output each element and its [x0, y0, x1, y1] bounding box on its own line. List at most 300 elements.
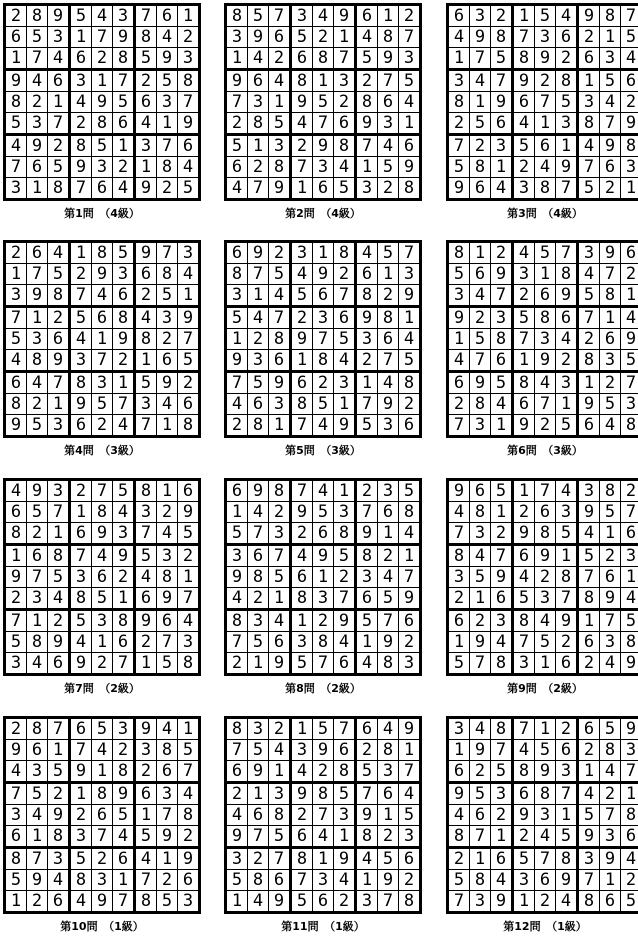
- sudoku-cell: 6: [453, 372, 465, 393]
- sudoku-cell: 7: [10, 307, 22, 328]
- sudoku-cell: 3: [604, 825, 616, 846]
- sudoku-cell: 6: [273, 631, 285, 652]
- sudoku-cell: 7: [604, 804, 616, 825]
- sudoku-cell: 8: [453, 91, 465, 112]
- sudoku-cell: 7: [10, 156, 22, 177]
- sudoku-cell: 3: [96, 372, 108, 393]
- sudoku-cell: 1: [231, 47, 243, 68]
- sudoku-cell: 2: [518, 501, 530, 522]
- sudoku-cell: 7: [231, 631, 243, 652]
- sudoku-cell: 8: [539, 307, 551, 328]
- sudoku-cell: 6: [75, 414, 87, 435]
- sudoku-cell: 7: [474, 652, 486, 673]
- sudoku-cell: 6: [453, 5, 465, 26]
- sudoku-cell: 8: [296, 587, 308, 608]
- sudoku-cell: 7: [140, 5, 152, 26]
- sudoku-cell: 3: [161, 783, 173, 804]
- sudoku-cell: 4: [161, 522, 173, 543]
- sudoku-cell: 6: [338, 652, 350, 673]
- sudoku-cell: 8: [161, 156, 173, 177]
- sudoku-cell: 2: [10, 587, 22, 608]
- puzzle-caption: 第10問 （1級）: [60, 920, 144, 933]
- sudoku-cell: 3: [96, 869, 108, 890]
- sudoku-cell: 9: [252, 480, 264, 501]
- sudoku-cell: 9: [231, 349, 243, 370]
- sudoku-cell: 6: [604, 890, 616, 911]
- sudoku-cell: 1: [403, 307, 415, 328]
- sudoku-cell: 7: [583, 869, 595, 890]
- sudoku-cell: 7: [182, 587, 194, 608]
- sudoku-cell: 5: [161, 652, 173, 673]
- sudoku-cell: 3: [338, 804, 350, 825]
- sudoku-cell: 6: [31, 739, 43, 760]
- sudoku-cell: 3: [231, 848, 243, 869]
- sudoku-cell: 6: [518, 545, 530, 566]
- sudoku-cell: 5: [518, 307, 530, 328]
- sudoku-cell: 4: [583, 522, 595, 543]
- sudoku-cell: 4: [453, 804, 465, 825]
- sudoku-cell: 3: [518, 652, 530, 673]
- sudoku-cell: 4: [625, 47, 637, 68]
- sudoku-cell: 7: [161, 135, 173, 156]
- sudoku-cell: 8: [75, 135, 87, 156]
- sudoku-cell: 8: [495, 328, 507, 349]
- sudoku-cell: 6: [403, 135, 415, 156]
- sudoku-cell: 2: [518, 156, 530, 177]
- sudoku-cell: 6: [117, 848, 129, 869]
- sudoku-cell: 3: [296, 242, 308, 263]
- sudoku-cell: 3: [182, 47, 194, 68]
- sudoku-cell: 8: [182, 652, 194, 673]
- sudoku-cell: 7: [474, 349, 486, 370]
- sudoku-cell: 5: [474, 783, 486, 804]
- sudoku-cell: 2: [382, 545, 394, 566]
- sudoku-cell: 6: [560, 26, 572, 47]
- sudoku-cell: 7: [382, 70, 394, 91]
- sudoku-cell: 2: [361, 739, 373, 760]
- sudoku-cell: 1: [382, 522, 394, 543]
- sudoku-cell: 1: [273, 91, 285, 112]
- sudoku-cell: 1: [117, 135, 129, 156]
- sudoku-cell: 4: [403, 783, 415, 804]
- sudoku-cell: 5: [518, 587, 530, 608]
- sudoku-cell: 5: [317, 718, 329, 739]
- sudoku-cell: 7: [252, 177, 264, 198]
- sudoku-cell: 2: [625, 263, 637, 284]
- sudoku-cell: 7: [338, 718, 350, 739]
- sudoku-cell: 1: [117, 869, 129, 890]
- sudoku-cell: 7: [296, 869, 308, 890]
- sudoku-cell: 1: [31, 307, 43, 328]
- sudoku-cell: 9: [182, 501, 194, 522]
- sudoku-cell: 6: [495, 349, 507, 370]
- sudoku-cell: 2: [273, 501, 285, 522]
- sudoku-cell: 3: [10, 804, 22, 825]
- sudoku-cell: 9: [317, 739, 329, 760]
- sudoku-cell: 4: [273, 70, 285, 91]
- sudoku-cell: 9: [52, 804, 64, 825]
- box-border-line: [419, 3, 422, 201]
- sudoku-cell: 5: [560, 414, 572, 435]
- sudoku-cell: 3: [560, 112, 572, 133]
- sudoku-cell: 3: [453, 718, 465, 739]
- sudoku-cell: 1: [495, 414, 507, 435]
- sudoku-cell: 3: [182, 242, 194, 263]
- sudoku-cell: 2: [625, 869, 637, 890]
- sudoku-cell: 1: [583, 70, 595, 91]
- sudoku-cell: 4: [583, 135, 595, 156]
- sudoku-cell: 1: [403, 739, 415, 760]
- sudoku-cell: 1: [75, 783, 87, 804]
- sudoku-cell: 1: [560, 545, 572, 566]
- sudoku-cell: 1: [75, 26, 87, 47]
- sudoku-cell: 3: [560, 501, 572, 522]
- sudoku-cell: 7: [52, 372, 64, 393]
- sudoku-cell: 9: [317, 545, 329, 566]
- sudoku-cell: 8: [231, 263, 243, 284]
- sudoku-cell: 8: [252, 112, 264, 133]
- sudoku-cell: 1: [161, 480, 173, 501]
- sudoku-cell: 4: [182, 610, 194, 631]
- sudoku-cell: 1: [31, 610, 43, 631]
- sudoku-cell: 7: [96, 480, 108, 501]
- sudoku-cell: 1: [560, 393, 572, 414]
- sudoku-cell: 2: [583, 739, 595, 760]
- sudoku-cell: 1: [75, 501, 87, 522]
- sudoku-cell: 1: [117, 587, 129, 608]
- sudoku-cell: 7: [518, 26, 530, 47]
- sudoku-cell: 7: [296, 414, 308, 435]
- puzzle-caption: 第6問 （3級）: [507, 444, 583, 457]
- sudoku-cell: 5: [518, 135, 530, 156]
- sudoku-cell: 5: [495, 760, 507, 781]
- sudoku-cell: 6: [96, 307, 108, 328]
- sudoku-cell: 6: [161, 760, 173, 781]
- sudoku-cell: 5: [338, 177, 350, 198]
- sudoku-cell: 4: [252, 307, 264, 328]
- sudoku-cell: 7: [296, 156, 308, 177]
- sudoku-cell: 5: [539, 5, 551, 26]
- sudoku-cell: 9: [382, 631, 394, 652]
- sudoku-cell: 8: [10, 393, 22, 414]
- sudoku-cell: 2: [10, 5, 22, 26]
- sudoku-cell: 1: [231, 890, 243, 911]
- sudoku-cell: 8: [161, 739, 173, 760]
- sudoku-cell: 3: [625, 393, 637, 414]
- sudoku-cell: 1: [273, 760, 285, 781]
- sudoku-cell: 7: [75, 739, 87, 760]
- box-border-line: [419, 478, 422, 676]
- sudoku-cell: 6: [403, 610, 415, 631]
- sudoku-cell: 4: [453, 26, 465, 47]
- sudoku-cell: 1: [182, 566, 194, 587]
- sudoku-cell: 3: [161, 91, 173, 112]
- sudoku-cell: 5: [382, 587, 394, 608]
- sudoku-cell: 4: [10, 760, 22, 781]
- sudoku-cell: 7: [453, 135, 465, 156]
- sudoku-cell: 6: [474, 804, 486, 825]
- sudoku-cell: 5: [140, 47, 152, 68]
- sudoku-cell: 6: [52, 328, 64, 349]
- sudoku-cell: 4: [539, 372, 551, 393]
- sudoku-cell: 5: [31, 501, 43, 522]
- sudoku-cell: 6: [453, 610, 465, 631]
- sudoku-cell: 9: [539, 760, 551, 781]
- sudoku-cell: 4: [403, 328, 415, 349]
- sudoku-cell: 7: [403, 242, 415, 263]
- sudoku-cell: 4: [625, 307, 637, 328]
- sudoku-cell: 9: [296, 328, 308, 349]
- box-border-line: [446, 435, 638, 438]
- sudoku-cell: 6: [453, 760, 465, 781]
- sudoku-cell: 8: [75, 587, 87, 608]
- sudoku-cell: 9: [403, 156, 415, 177]
- sudoku-cell: 1: [518, 5, 530, 26]
- sudoku-cell: 2: [403, 393, 415, 414]
- sudoku-cell: 4: [10, 349, 22, 370]
- sudoku-cell: 6: [273, 869, 285, 890]
- sudoku-cell: 8: [453, 825, 465, 846]
- sudoku-cell: 9: [560, 284, 572, 305]
- sudoku-cell: 3: [296, 5, 308, 26]
- sudoku-cell: 3: [474, 414, 486, 435]
- sudoku-cell: 2: [495, 242, 507, 263]
- sudoku-cell: 4: [560, 5, 572, 26]
- sudoku-cell: 3: [495, 783, 507, 804]
- sudoku-cell: 1: [161, 112, 173, 133]
- sudoku-cell: 8: [140, 26, 152, 47]
- sudoku-cell: 5: [75, 5, 87, 26]
- sudoku-cell: 4: [382, 718, 394, 739]
- sudoku-cell: 2: [474, 307, 486, 328]
- sudoku-cell: 9: [453, 177, 465, 198]
- sudoku-cell: 3: [231, 26, 243, 47]
- sudoku-cell: 7: [403, 760, 415, 781]
- sudoku-cell: 9: [161, 587, 173, 608]
- sudoku-cell: 9: [10, 566, 22, 587]
- sudoku-cell: 5: [31, 414, 43, 435]
- sudoku-cell: 7: [474, 47, 486, 68]
- sudoku-cell: 9: [117, 545, 129, 566]
- sudoku-cell: 9: [52, 631, 64, 652]
- sudoku-cell: 9: [338, 414, 350, 435]
- sudoku-cell: 5: [52, 760, 64, 781]
- sudoku-cell: 6: [161, 610, 173, 631]
- box-border-line: [3, 198, 201, 201]
- sudoku-cell: 7: [117, 70, 129, 91]
- sudoku-cell: 2: [273, 242, 285, 263]
- sudoku-cell: 2: [161, 501, 173, 522]
- sudoku-cell: 2: [140, 284, 152, 305]
- sudoku-cell: 8: [31, 718, 43, 739]
- sudoku-cell: 2: [361, 480, 373, 501]
- sudoku-cell: 7: [161, 631, 173, 652]
- sudoku-cell: 4: [96, 5, 108, 26]
- sudoku-cell: 1: [296, 610, 308, 631]
- box-border-line: [3, 911, 201, 914]
- sudoku-cell: 1: [474, 91, 486, 112]
- sudoku-grid: [3, 716, 201, 914]
- sudoku-cell: 8: [52, 177, 64, 198]
- sudoku-cell: 7: [182, 91, 194, 112]
- sudoku-cell: 7: [52, 501, 64, 522]
- sudoku-cell: 7: [560, 177, 572, 198]
- sudoku-cell: 1: [10, 47, 22, 68]
- sudoku-cell: 8: [317, 631, 329, 652]
- sudoku-cell: 2: [31, 393, 43, 414]
- sudoku-cell: 1: [361, 631, 373, 652]
- sudoku-cell: 8: [361, 545, 373, 566]
- sudoku-cell: 3: [182, 890, 194, 911]
- sudoku-cell: 6: [273, 349, 285, 370]
- sudoku-cell: 3: [583, 480, 595, 501]
- sudoku-cell: 3: [161, 307, 173, 328]
- sudoku-cell: 1: [161, 848, 173, 869]
- sudoku-cell: 2: [604, 372, 616, 393]
- sudoku-cell: 6: [625, 70, 637, 91]
- sudoku-cell: 6: [252, 804, 264, 825]
- sudoku-cell: 2: [161, 177, 173, 198]
- sudoku-cell: 7: [96, 26, 108, 47]
- sudoku-cell: 8: [317, 349, 329, 370]
- sudoku-cell: 9: [539, 349, 551, 370]
- sudoku-cell: 7: [231, 372, 243, 393]
- sudoku-cell: 5: [182, 739, 194, 760]
- sudoku-cell: 8: [338, 760, 350, 781]
- sudoku-cell: 8: [338, 522, 350, 543]
- sudoku-cell: 7: [338, 587, 350, 608]
- sudoku-cell: 9: [583, 825, 595, 846]
- puzzle-caption: 第9問 （2級）: [507, 682, 583, 695]
- sudoku-cell: 4: [182, 263, 194, 284]
- sudoku-cell: 6: [361, 718, 373, 739]
- sudoku-cell: 4: [31, 804, 43, 825]
- sudoku-cell: 9: [52, 349, 64, 370]
- sudoku-cell: 6: [539, 869, 551, 890]
- sudoku-cell: 5: [75, 848, 87, 869]
- box-border-line: [198, 240, 201, 438]
- sudoku-puzzle-11: [224, 716, 415, 933]
- sudoku-cell: 6: [539, 284, 551, 305]
- sudoku-cell: 1: [182, 5, 194, 26]
- sudoku-cell: 1: [96, 631, 108, 652]
- sudoku-cell: 5: [539, 739, 551, 760]
- sudoku-cell: 1: [382, 263, 394, 284]
- sudoku-cell: 9: [583, 393, 595, 414]
- sudoku-cell: 7: [518, 328, 530, 349]
- sudoku-cell: 6: [31, 242, 43, 263]
- sudoku-cell: 5: [495, 47, 507, 68]
- sudoku-cell: 3: [52, 414, 64, 435]
- sudoku-cell: 7: [140, 869, 152, 890]
- sudoku-cell: 1: [539, 112, 551, 133]
- sudoku-cell: 2: [338, 890, 350, 911]
- sudoku-cell: 5: [140, 825, 152, 846]
- sudoku-cell: 2: [31, 890, 43, 911]
- sudoku-cell: 9: [453, 307, 465, 328]
- sudoku-cell: 6: [231, 760, 243, 781]
- sudoku-cell: 7: [31, 263, 43, 284]
- sudoku-cell: 6: [273, 26, 285, 47]
- sudoku-cell: 1: [31, 825, 43, 846]
- sudoku-cell: 1: [560, 804, 572, 825]
- sudoku-puzzle-12: [446, 716, 637, 933]
- puzzle-caption: 第8問 （2級）: [285, 682, 361, 695]
- sudoku-cell: 8: [10, 522, 22, 543]
- sudoku-cell: 6: [75, 718, 87, 739]
- sudoku-cell: 6: [31, 545, 43, 566]
- sudoku-cell: 3: [75, 566, 87, 587]
- sudoku-cell: 2: [52, 135, 64, 156]
- sudoku-cell: 9: [403, 718, 415, 739]
- sudoku-cell: 4: [31, 372, 43, 393]
- sudoku-cell: 6: [474, 480, 486, 501]
- sudoku-cell: 4: [382, 372, 394, 393]
- sudoku-cell: 5: [625, 349, 637, 370]
- sudoku-cell: 5: [604, 718, 616, 739]
- sudoku-cell: 8: [625, 804, 637, 825]
- sudoku-cell: 2: [31, 522, 43, 543]
- sudoku-cell: 4: [403, 91, 415, 112]
- puzzle-caption: 第12問 （1級）: [503, 920, 587, 933]
- sudoku-cell: 8: [317, 783, 329, 804]
- sudoku-cell: 6: [96, 177, 108, 198]
- sudoku-cell: 1: [140, 652, 152, 673]
- sudoku-cell: 4: [338, 156, 350, 177]
- sudoku-cell: 6: [625, 522, 637, 543]
- sudoku-cell: 9: [625, 652, 637, 673]
- sudoku-cell: 5: [382, 242, 394, 263]
- sudoku-cell: 3: [583, 242, 595, 263]
- sudoku-cell: 1: [96, 70, 108, 91]
- sudoku-cell: 6: [583, 718, 595, 739]
- sudoku-cell: 9: [453, 480, 465, 501]
- sudoku-cell: 7: [539, 848, 551, 869]
- sudoku-cell: 2: [75, 804, 87, 825]
- puzzle-caption: 第3問 （4級）: [507, 207, 583, 220]
- sudoku-puzzle-9: [446, 478, 637, 695]
- sudoku-cell: 3: [10, 284, 22, 305]
- sudoku-grid: [446, 478, 638, 676]
- sudoku-cell: 6: [252, 70, 264, 91]
- sudoku-cell: 5: [361, 760, 373, 781]
- sudoku-cell: 5: [182, 522, 194, 543]
- sudoku-cell: 1: [52, 522, 64, 543]
- sudoku-cell: 3: [296, 739, 308, 760]
- sudoku-cell: 9: [625, 718, 637, 739]
- sudoku-cell: 3: [273, 135, 285, 156]
- sudoku-cell: 4: [361, 26, 373, 47]
- sudoku-cell: 9: [231, 566, 243, 587]
- sudoku-cell: 6: [604, 156, 616, 177]
- sudoku-cell: 4: [231, 804, 243, 825]
- sudoku-cell: 3: [453, 566, 465, 587]
- sudoku-cell: 3: [182, 631, 194, 652]
- sudoku-cell: 5: [231, 307, 243, 328]
- sudoku-cell: 8: [231, 718, 243, 739]
- sudoku-cell: 7: [31, 848, 43, 869]
- sudoku-cell: 4: [361, 242, 373, 263]
- sudoku-cell: 4: [317, 480, 329, 501]
- sudoku-cell: 3: [140, 739, 152, 760]
- sudoku-cell: 5: [403, 349, 415, 370]
- sudoku-cell: 8: [273, 328, 285, 349]
- sudoku-cell: 6: [361, 263, 373, 284]
- sudoku-cell: 9: [252, 242, 264, 263]
- sudoku-cell: 9: [539, 545, 551, 566]
- box-border-line: [446, 911, 638, 914]
- sudoku-cell: 5: [317, 91, 329, 112]
